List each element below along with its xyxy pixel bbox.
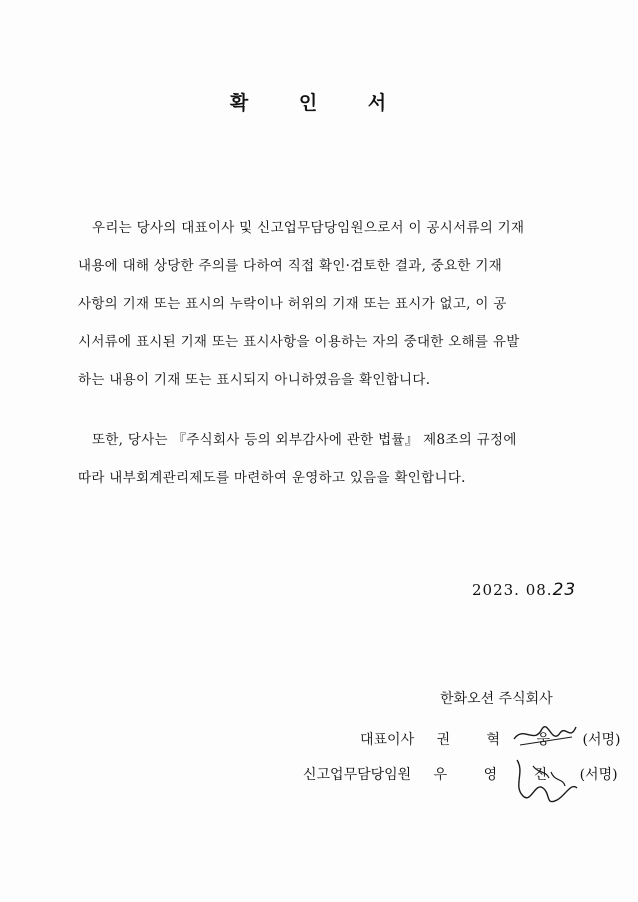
paragraph-line: 사항의 기재 또는 표시의 누락이나 허위의 기재 또는 표시가 없고, 이 공 (78, 296, 507, 312)
paragraph-internal-control (78, 421, 578, 497)
company-name: 한화오션 주식회사 (440, 691, 553, 707)
date-printed: 2023. 08. (472, 581, 553, 599)
paragraph-confirmation (78, 209, 578, 399)
signer-role: 신고업무담당임원 (303, 767, 412, 783)
signature-placeholder: (서명) (579, 767, 618, 783)
date-handwritten-day: 23 (552, 580, 577, 600)
signer-role: 대표이사 (360, 732, 415, 748)
signer-name: 권 혁 웅 (436, 732, 567, 748)
paragraph-line: 내용에 대해 상당한 주의를 다하여 직접 확인·검토한 결과, 중요한 기재 (78, 258, 503, 274)
document-date (472, 580, 576, 600)
paragraph-line: 또한, 당사는 『주식회사 등의 외부감사에 관한 법률』 제8조의 규정에 (92, 432, 517, 448)
signer-name: 우 영 진 (433, 767, 564, 783)
document-title: 확 인 서 (229, 92, 409, 114)
paragraph-line: 시서류에 표시된 기재 또는 표시사항을 이용하는 자의 중대한 오해를 유발 (78, 334, 520, 350)
paragraph-line: 우리는 당사의 대표이사 및 신고업무담당임원으로서 이 공시서류의 기재 (92, 220, 525, 236)
paragraph-line: 하는 내용이 기재 또는 표시되지 아니하였음을 확인합니다. (78, 372, 431, 388)
handwritten-signature-officer (505, 752, 585, 810)
signature-placeholder: (서명) (582, 732, 621, 748)
handwritten-signature-ceo (510, 715, 584, 755)
paragraph-line: 따라 내부회계관리제도를 마련하여 운영하고 있음을 확인합니다. (78, 470, 466, 486)
